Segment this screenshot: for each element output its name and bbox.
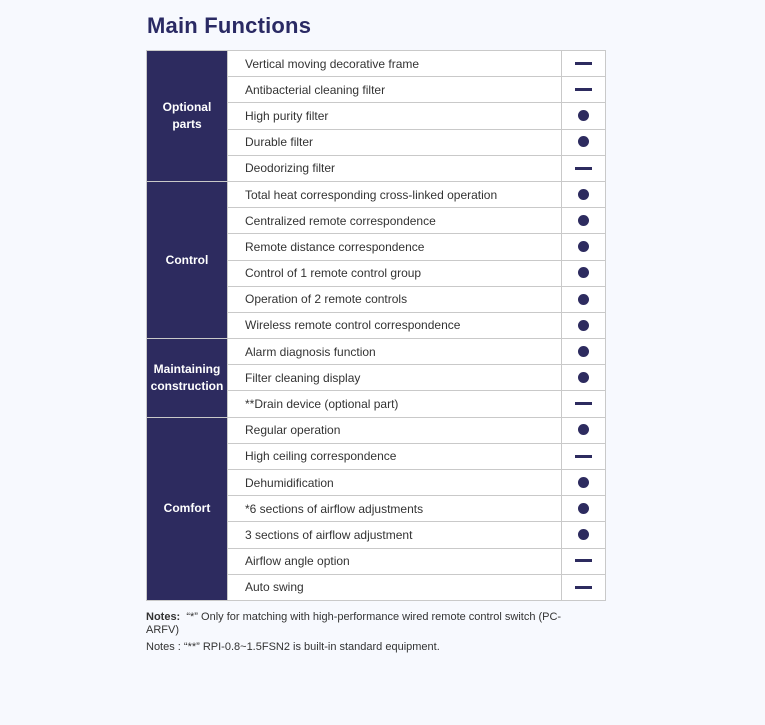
availability-cell: [562, 470, 606, 496]
dash-icon: [575, 167, 592, 170]
function-name: Operation of 2 remote controls: [228, 286, 562, 312]
function-name: High ceiling correspondence: [228, 443, 562, 469]
dot-icon: [578, 110, 589, 121]
availability-cell: [562, 391, 606, 417]
table-row: [147, 51, 606, 77]
availability-cell: [562, 155, 606, 181]
availability-cell: [562, 208, 606, 234]
function-name: High purity filter: [228, 103, 562, 129]
dot-icon: [578, 477, 589, 488]
availability-cell: [562, 234, 606, 260]
dot-icon: [578, 294, 589, 305]
availability-cell: [562, 496, 606, 522]
dot-icon: [578, 189, 589, 200]
function-name: Auto swing: [228, 574, 562, 600]
dot-icon: [578, 136, 589, 147]
note-1-label: Notes:: [146, 611, 181, 623]
dot-icon: [578, 503, 589, 514]
note-1: [146, 611, 566, 637]
availability-cell: [562, 103, 606, 129]
availability-cell: [562, 129, 606, 155]
dash-icon: [575, 455, 592, 458]
table-row: [147, 181, 606, 207]
function-name: 3 sections of airflow adjustment: [228, 522, 562, 548]
function-name: Dehumidification: [228, 470, 562, 496]
function-name: Filter cleaning display: [228, 365, 562, 391]
notes-section: [146, 611, 566, 658]
function-name: Deodorizing filter: [228, 155, 562, 181]
availability-cell: [562, 77, 606, 103]
dash-icon: [575, 559, 592, 562]
function-name: Airflow angle option: [228, 548, 562, 574]
function-name: Control of 1 remote control group: [228, 260, 562, 286]
availability-cell: [562, 574, 606, 600]
group-label: Control: [147, 181, 228, 338]
dash-icon: [575, 586, 592, 589]
dash-icon: [575, 62, 592, 65]
availability-cell: [562, 522, 606, 548]
availability-cell: [562, 312, 606, 338]
function-name: Wireless remote control correspondence: [228, 312, 562, 338]
function-name: Alarm diagnosis function: [228, 339, 562, 365]
dot-icon: [578, 346, 589, 357]
availability-cell: [562, 417, 606, 443]
availability-cell: [562, 286, 606, 312]
table-row: [147, 339, 606, 365]
function-name: Total heat corresponding cross-linked operation: [228, 181, 562, 207]
availability-cell: [562, 181, 606, 207]
availability-cell: [562, 548, 606, 574]
availability-cell: [562, 365, 606, 391]
page-title: Main Functions: [147, 13, 312, 38]
dot-icon: [578, 215, 589, 226]
group-label: Comfort: [147, 417, 228, 600]
dot-icon: [578, 529, 589, 540]
function-name: **Drain device (optional part): [228, 391, 562, 417]
dash-icon: [575, 88, 592, 91]
function-name: *6 sections of airflow adjustments: [228, 496, 562, 522]
availability-cell: [562, 51, 606, 77]
note-1-text: “*” Only for matching with high-performance wired remote control switch (PC-ARFV): [146, 611, 562, 636]
functions-table-body: [147, 51, 606, 601]
availability-cell: [562, 339, 606, 365]
availability-cell: [562, 260, 606, 286]
function-name: Remote distance correspondence: [228, 234, 562, 260]
dot-icon: [578, 320, 589, 331]
dot-icon: [578, 424, 589, 435]
dot-icon: [578, 372, 589, 383]
function-name: Antibacterial cleaning filter: [228, 77, 562, 103]
table-row: [147, 417, 606, 443]
function-name: Vertical moving decorative frame: [228, 51, 562, 77]
group-label: Maintaining construction: [147, 339, 228, 418]
dot-icon: [578, 241, 589, 252]
group-label: Optional parts: [147, 51, 228, 182]
function-name: Centralized remote correspondence: [228, 208, 562, 234]
dash-icon: [575, 402, 592, 405]
function-name: Durable filter: [228, 129, 562, 155]
function-name: Regular operation: [228, 417, 562, 443]
availability-cell: [562, 443, 606, 469]
note-2: Notes : “**” RPI-0.8~1.5FSN2 is built-in standard equipment.: [146, 641, 440, 653]
dot-icon: [578, 267, 589, 278]
functions-table: [146, 50, 606, 601]
